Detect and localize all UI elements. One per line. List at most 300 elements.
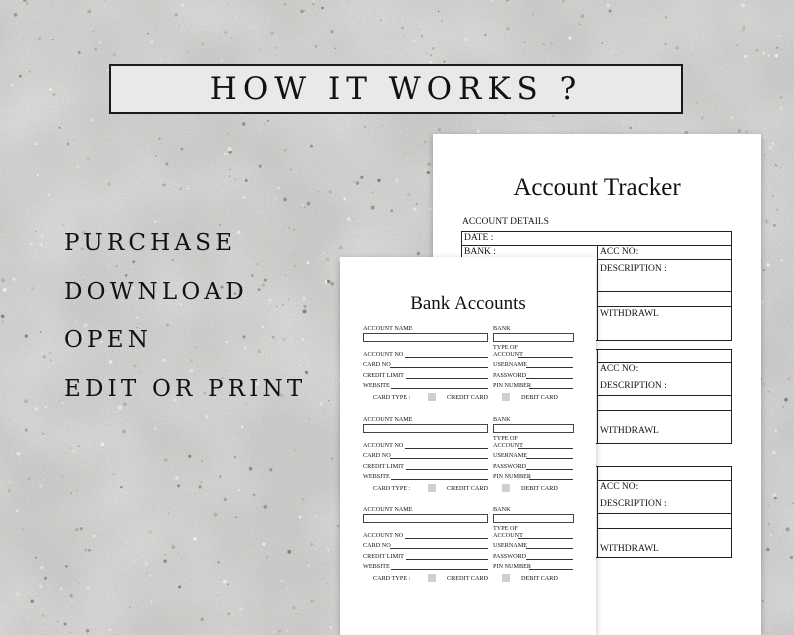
stone-speck <box>773 493 777 497</box>
credit-card-label: CREDIT CARD <box>447 394 488 401</box>
stone-speck <box>332 22 333 23</box>
bank-label: BANK <box>493 506 511 513</box>
stone-speck <box>712 107 713 108</box>
stone-speck <box>35 557 37 559</box>
stone-speck <box>90 118 94 122</box>
stone-speck <box>93 31 95 33</box>
stone-speck <box>372 192 374 194</box>
credit-card-checkbox <box>428 574 436 582</box>
stone-speck <box>192 624 193 625</box>
stone-speck <box>108 609 109 610</box>
stone-speck <box>765 406 766 407</box>
stone-speck <box>286 588 288 590</box>
stone-speck <box>561 26 562 27</box>
stone-speck <box>551 43 553 45</box>
stone-speck <box>132 433 134 435</box>
stone-speck <box>8 489 11 492</box>
username-label: USERNAME <box>493 452 528 459</box>
stone-speck <box>45 313 46 314</box>
stone-speck <box>736 44 738 46</box>
stone-speck <box>326 258 329 261</box>
stone-speck <box>743 97 744 98</box>
stone-speck <box>241 426 243 428</box>
stone-speck <box>22 38 24 40</box>
stone-speck <box>331 30 334 33</box>
stone-speck <box>781 260 783 262</box>
stone-speck <box>310 145 313 148</box>
stone-speck <box>39 584 43 588</box>
stone-speck <box>741 3 745 7</box>
stone-speck <box>267 120 269 122</box>
stone-speck <box>175 13 178 16</box>
stone-speck <box>224 152 227 155</box>
stone-speck <box>285 553 286 554</box>
stone-speck <box>214 513 218 517</box>
stone-speck <box>118 215 119 216</box>
stone-speck <box>768 505 770 507</box>
stone-speck <box>404 152 406 154</box>
stone-speck <box>164 554 166 556</box>
stone-speck <box>581 14 585 18</box>
date-label: DATE : <box>464 233 494 243</box>
stone-speck <box>262 543 265 546</box>
stone-speck <box>113 53 116 56</box>
username-label: USERNAME <box>493 542 528 549</box>
stone-speck <box>381 124 383 126</box>
stone-speck <box>87 10 91 14</box>
acc-no-label: ACC NO: <box>600 247 639 257</box>
stone-speck <box>37 174 39 176</box>
stone-speck <box>287 550 291 554</box>
stone-speck <box>49 88 52 91</box>
stone-speck <box>326 583 327 584</box>
stone-speck <box>506 27 510 31</box>
description-label: DESCRIPTION : <box>600 264 667 274</box>
stone-speck <box>69 447 71 449</box>
stone-speck <box>187 187 189 189</box>
withdrawl-label: WITHDRAWL <box>600 309 659 319</box>
debit-card-label: DEBIT CARD <box>521 485 558 492</box>
stone-speck <box>606 41 607 42</box>
stone-speck <box>776 209 778 211</box>
stone-speck <box>52 93 55 96</box>
stone-speck <box>70 631 71 632</box>
stone-speck <box>567 25 568 26</box>
card-type-label: CARD TYPE : <box>373 485 411 492</box>
stone-speck <box>742 28 746 32</box>
stone-speck <box>763 155 764 156</box>
stone-speck <box>294 449 296 451</box>
pin-number-label: PIN NUMBER <box>493 382 531 389</box>
stone-speck <box>299 516 302 519</box>
acc-no-label-3: ACC NO: <box>600 482 639 492</box>
stone-speck <box>187 51 189 53</box>
stone-speck <box>50 3 52 5</box>
account-name-label: ACCOUNT NAME <box>363 325 413 332</box>
stone-speck <box>438 11 440 13</box>
stone-speck <box>3 288 7 292</box>
type-of-label: TYPE OF <box>493 525 518 532</box>
stone-speck <box>300 10 303 13</box>
stone-speck <box>744 55 747 58</box>
stone-speck <box>432 47 435 50</box>
stone-speck <box>304 207 305 208</box>
stone-speck <box>601 42 603 44</box>
stone-speck <box>59 587 63 591</box>
stone-speck <box>745 130 748 133</box>
bank-label: BANK <box>493 416 511 423</box>
stone-speck <box>768 523 771 526</box>
stone-speck <box>49 352 51 354</box>
stone-speck <box>377 179 380 182</box>
stone-speck <box>26 2 28 4</box>
stone-speck <box>172 546 175 549</box>
stone-speck <box>737 129 741 133</box>
stone-speck <box>321 7 324 10</box>
stone-speck <box>205 490 206 491</box>
stone-speck <box>27 477 30 480</box>
stone-speck <box>158 147 159 148</box>
stone-speck <box>277 187 279 189</box>
stone-speck <box>524 41 525 42</box>
stone-speck <box>395 179 399 183</box>
stone-speck <box>218 502 219 503</box>
stone-speck <box>40 566 43 569</box>
step-edit-or-print: EDIT OR PRINT <box>64 375 307 402</box>
stone-speck <box>621 8 623 10</box>
stone-speck <box>239 542 240 543</box>
stone-speck <box>180 188 182 190</box>
stone-speck <box>227 4 228 5</box>
account-name-field <box>363 514 488 523</box>
stone-speck <box>208 161 209 162</box>
account-type-label: ACCOUNT <box>493 442 523 449</box>
stone-speck <box>339 246 342 249</box>
website-label: WEBSITE <box>363 473 390 480</box>
stone-speck <box>80 527 83 530</box>
stone-speck <box>609 10 612 13</box>
stone-speck <box>1 314 5 318</box>
stone-speck <box>790 556 793 559</box>
stone-speck <box>606 4 610 8</box>
step-purchase: PURCHASE <box>64 230 237 256</box>
stone-speck <box>286 630 288 632</box>
stone-speck <box>383 22 385 24</box>
stone-speck <box>64 623 67 626</box>
stone-speck <box>224 7 225 8</box>
stone-speck <box>424 141 426 143</box>
stone-speck <box>39 243 43 247</box>
bank-field <box>493 424 574 433</box>
stone-speck <box>775 430 778 433</box>
stone-speck <box>347 218 350 221</box>
account-name-field <box>363 333 488 342</box>
stone-speck <box>151 601 153 603</box>
stone-speck <box>243 196 246 199</box>
stone-speck <box>62 443 63 444</box>
stone-speck <box>319 402 323 406</box>
stone-speck <box>78 51 81 54</box>
stone-speck <box>35 231 36 232</box>
stone-speck <box>84 548 87 551</box>
stone-speck <box>175 476 178 479</box>
stone-speck <box>74 139 75 140</box>
stone-speck <box>177 484 180 487</box>
stone-speck <box>45 406 47 408</box>
stone-speck <box>328 400 329 401</box>
stone-speck <box>427 171 430 174</box>
bank-field <box>493 333 574 342</box>
stone-speck <box>665 43 667 45</box>
stone-speck <box>146 573 147 574</box>
stone-speck <box>40 234 44 238</box>
stone-speck <box>229 169 230 170</box>
stone-speck <box>780 167 781 168</box>
stone-speck <box>227 612 230 615</box>
stone-speck <box>284 3 287 6</box>
stone-speck <box>324 351 325 352</box>
account-details-label: ACCOUNT DETAILS <box>462 217 549 227</box>
stone-speck <box>92 534 96 538</box>
stone-speck <box>77 445 79 447</box>
stone-speck <box>50 359 52 361</box>
stone-speck <box>292 607 295 610</box>
stone-speck <box>229 175 230 176</box>
stone-speck <box>353 181 354 182</box>
stone-speck <box>28 288 29 289</box>
steps-list <box>64 228 306 422</box>
stone-speck <box>762 383 764 385</box>
stone-speck <box>421 35 424 38</box>
stone-speck <box>71 600 74 603</box>
stone-speck <box>329 626 332 629</box>
stone-speck <box>59 226 61 228</box>
stone-speck <box>88 549 91 552</box>
stone-speck <box>629 127 632 130</box>
stone-speck <box>16 592 20 596</box>
stone-speck <box>762 52 765 55</box>
stone-speck <box>675 46 678 49</box>
stone-speck <box>324 409 325 410</box>
stone-speck <box>155 155 157 157</box>
stone-speck <box>765 220 769 224</box>
stone-speck <box>1 320 4 323</box>
stone-speck <box>321 567 322 568</box>
stone-speck <box>647 5 648 6</box>
stone-speck <box>430 54 432 56</box>
debit-card-checkbox <box>502 574 510 582</box>
bank-label: BANK : <box>464 247 496 257</box>
stone-speck <box>224 31 227 34</box>
stone-speck <box>30 121 31 122</box>
stone-speck <box>775 54 779 58</box>
stone-speck <box>506 1 508 3</box>
stone-speck <box>62 330 63 331</box>
stone-speck <box>784 398 788 402</box>
stone-speck <box>484 34 486 36</box>
stone-speck <box>113 473 115 475</box>
credit-card-label: CREDIT CARD <box>447 485 488 492</box>
credit-card-checkbox <box>428 484 436 492</box>
debit-card-label: DEBIT CARD <box>521 575 558 582</box>
stone-speck <box>18 288 19 289</box>
debit-card-checkbox <box>502 484 510 492</box>
stone-speck <box>249 467 253 471</box>
stone-speck <box>181 558 183 560</box>
stone-speck <box>67 143 70 146</box>
account-no-label: ACCOUNT NO <box>363 442 404 449</box>
pin-number-label: PIN NUMBER <box>493 563 531 570</box>
stone-speck <box>99 41 102 44</box>
stone-speck <box>94 48 97 51</box>
stone-speck <box>353 218 354 219</box>
stone-speck <box>477 130 480 133</box>
stone-speck <box>70 492 72 494</box>
stone-speck <box>57 621 59 623</box>
account-tracker-title: Account Tracker <box>513 174 681 201</box>
stone-speck <box>541 130 543 132</box>
stone-speck <box>307 261 310 264</box>
website-label: WEBSITE <box>363 382 390 389</box>
stone-speck <box>762 600 764 602</box>
stone-speck <box>772 451 776 455</box>
stone-speck <box>664 16 667 19</box>
stone-speck <box>324 588 325 589</box>
stone-speck <box>776 565 777 566</box>
stone-speck <box>147 33 149 35</box>
stone-speck <box>76 165 80 169</box>
stone-speck <box>311 391 312 392</box>
stone-speck <box>201 618 204 621</box>
stone-speck <box>266 179 267 180</box>
stone-speck <box>59 127 61 129</box>
stone-speck <box>417 252 420 255</box>
stone-speck <box>121 569 123 571</box>
stone-speck <box>743 25 746 28</box>
stone-speck <box>562 0 565 2</box>
stone-speck <box>122 430 126 434</box>
stone-speck <box>155 212 156 213</box>
stone-speck <box>569 37 572 40</box>
stone-speck <box>202 42 205 45</box>
stone-speck <box>272 630 275 633</box>
bank-field <box>493 514 574 523</box>
stone-speck <box>43 355 46 358</box>
stone-speck <box>380 20 382 22</box>
stone-speck <box>311 543 313 545</box>
stone-speck <box>270 32 274 36</box>
stone-speck <box>353 231 356 234</box>
stone-speck <box>223 580 227 584</box>
stone-speck <box>87 157 90 160</box>
stone-speck <box>290 169 291 170</box>
card-type-label: CARD TYPE : <box>373 575 411 582</box>
stone-speck <box>302 204 304 206</box>
stone-speck <box>266 556 267 557</box>
stone-speck <box>219 475 222 478</box>
stone-speck <box>201 460 203 462</box>
stone-speck <box>41 614 44 617</box>
stone-speck <box>310 600 313 603</box>
stone-speck <box>766 548 770 552</box>
stone-speck <box>108 628 111 631</box>
stone-speck <box>413 40 415 42</box>
card-no-label: CARD NO <box>363 452 391 459</box>
website-label: WEBSITE <box>363 563 390 570</box>
stone-speck <box>1 598 2 599</box>
stone-speck <box>76 490 78 492</box>
stone-speck <box>17 452 21 456</box>
stone-speck <box>24 149 25 150</box>
stone-speck <box>35 407 39 411</box>
stone-speck <box>390 209 393 212</box>
stone-speck <box>9 481 11 483</box>
stone-speck <box>264 123 266 125</box>
stone-speck <box>44 472 45 473</box>
stone-speck <box>786 527 790 531</box>
type-of-label: TYPE OF <box>493 435 518 442</box>
stone-speck <box>30 242 33 245</box>
stone-speck <box>182 4 184 6</box>
stone-speck <box>260 49 261 50</box>
stone-speck <box>1 278 5 282</box>
stone-speck <box>234 178 236 180</box>
stone-speck <box>701 117 704 120</box>
stone-speck <box>275 47 277 49</box>
password-label: PASSWORD <box>493 553 527 560</box>
stone-speck <box>768 391 770 393</box>
stone-speck <box>334 48 335 49</box>
stone-speck <box>150 574 152 576</box>
stone-speck <box>162 550 163 551</box>
card-no-label: CARD NO <box>363 542 391 549</box>
stone-speck <box>25 428 28 431</box>
stone-speck <box>307 563 310 566</box>
stone-speck <box>2 351 4 353</box>
stone-speck <box>19 75 22 78</box>
stone-speck <box>158 138 160 140</box>
stone-speck <box>29 71 31 73</box>
stone-speck <box>220 59 223 62</box>
stone-speck <box>444 61 446 63</box>
stone-speck <box>274 540 275 541</box>
credit-limit-label: CREDIT LIMIT <box>363 553 404 560</box>
stone-speck <box>217 561 220 564</box>
stone-speck <box>767 54 770 57</box>
stone-speck <box>227 133 229 135</box>
stone-speck <box>239 607 243 611</box>
stone-speck <box>13 278 16 281</box>
stone-speck <box>329 190 332 193</box>
stone-speck <box>242 122 246 126</box>
stone-speck <box>154 427 157 430</box>
stone-speck <box>772 195 774 197</box>
stone-speck <box>418 29 419 30</box>
description-label-2: DESCRIPTION : <box>600 381 667 391</box>
stone-speck <box>283 197 287 201</box>
stone-speck <box>615 55 617 57</box>
stone-speck <box>343 197 346 200</box>
stone-speck <box>149 530 152 533</box>
stone-speck <box>59 400 60 401</box>
stone-speck <box>274 197 276 199</box>
stone-speck <box>364 126 366 128</box>
stone-speck <box>75 528 79 532</box>
stone-speck <box>441 20 443 22</box>
stone-speck <box>313 239 315 241</box>
stone-speck <box>778 35 780 37</box>
stone-speck <box>770 144 771 145</box>
